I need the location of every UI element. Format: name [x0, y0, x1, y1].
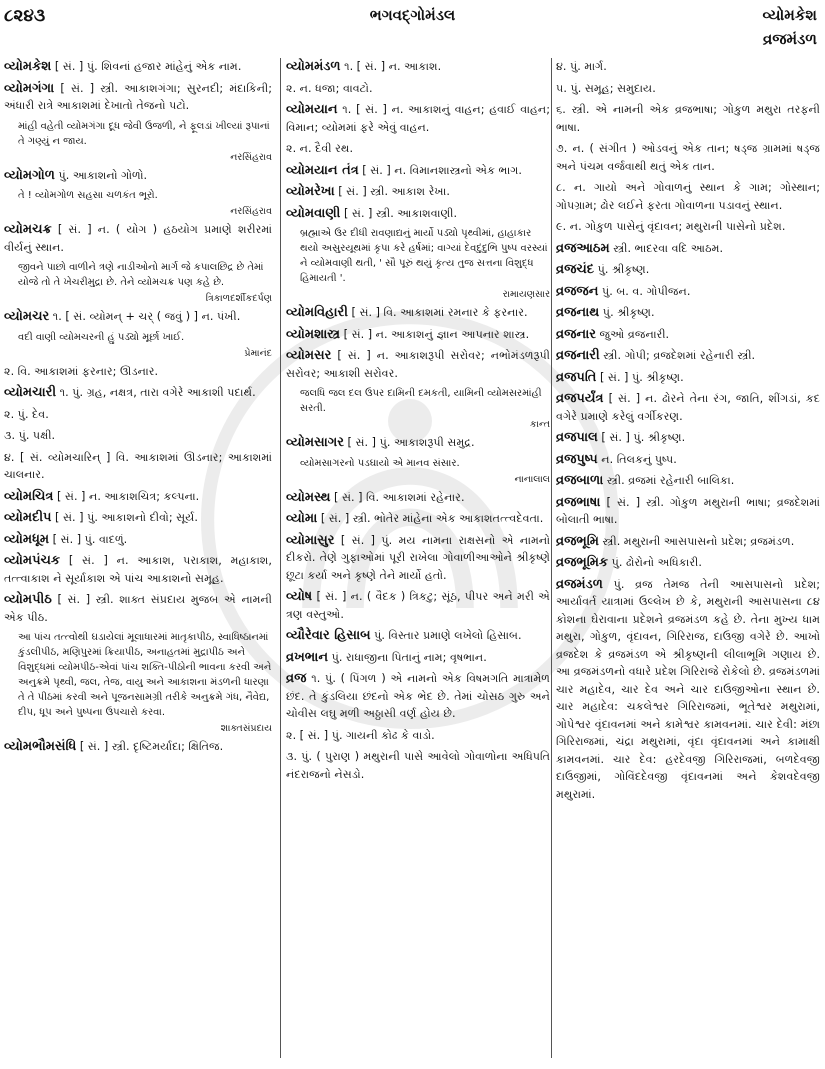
quote-source: રામાયણસાર [502, 289, 550, 300]
quote-source: નરસિંહરાવ [230, 206, 272, 217]
dictionary-entry [556, 240, 820, 258]
definition: [ સં. ] વિ. આકાશમાં રમનાર કે ફરનાર. [347, 306, 528, 319]
dictionary-entry [556, 554, 820, 572]
definition: ૨. પું. દેવ. [4, 407, 49, 421]
headword: વ્યોમરેખા [286, 184, 335, 199]
column-right [556, 58, 820, 1058]
definition: [ સં. ] ન. ( યોગ ) હઠયોગ પ્રમાણે શરીરમાં વીર્યનું સ્થાન. [4, 223, 272, 254]
dictionary-entry [556, 369, 820, 387]
example-quote: વદી વાણી વ્યોમચરની હું પડ્યો મૂર્છા ખાઈ. [18, 331, 185, 343]
definition: [ સં. ] વિ. આકાશમાં રહેનાર. [330, 490, 465, 504]
definition: ૬. સ્ત્રી. એ નામની એક વ્રજભાષા; ગોકુળ મથુરા તરફની ભાષા. [556, 103, 820, 134]
column-divider [280, 58, 281, 1058]
quote-source: પ્રેમાનંદ [244, 347, 272, 359]
dictionary-entry [286, 58, 550, 76]
dictionary-entry [556, 390, 820, 425]
definition: [ સં. ] સ્ત્રી. શાક્ત સંપ્રદાય મુજબ એ નામની એક પીઠ. [4, 593, 272, 624]
dictionary-entry [4, 80, 272, 115]
dictionary-entry [556, 347, 820, 365]
headword: વ્યૌરેવાર હિસાબ [286, 628, 371, 643]
dictionary-entry [556, 218, 820, 236]
dictionary-entry [286, 670, 550, 723]
example-quote: જીવને પાછો વાળીને ત્રણે નાડીઓનો માર્ગ જે કપાલછિદ્ર છે તેમાં યોજે તો તે ખેચરીમુદ્રા છે. તેને વ્યોમચક્ર પણ કહે છે. [18, 262, 264, 288]
dictionary-entry [286, 627, 550, 645]
example-quote: જલધિ જલ દલ ઉપર દામિની દમકતી, યામિની વ્યોમસરમાંહી સરતી. [300, 388, 542, 414]
dictionary-entry [4, 738, 272, 756]
headword: વ્રજનારી [556, 348, 600, 363]
definition: [ સં. ] ન. આકાશરૂપી સરોવર; નભોમંડળરૂપી સરોવર; આકાશી સરોવર. [286, 349, 550, 380]
definition: સ્ત્રી. વ્રજમાં રહેનારી બાલિકા. [603, 474, 735, 487]
guide-word-last: વ્રજમંડળ [762, 30, 817, 48]
headword: વ્યોમશાસ્ત્ર [286, 326, 341, 342]
definition: [ સં. ] ન. આકાશ, પરાકાશ, મહાકાશ, તત્ત્વાકાશ ને સૂર્યાકાશ એ પાંચ આકાશનો સમૂહ. [4, 554, 272, 585]
dictionary-entry [556, 140, 820, 175]
headword: વ્યોમપંચક [4, 553, 61, 568]
dictionary-entry [286, 304, 550, 322]
dictionary-entry [4, 449, 272, 484]
definition: સ્ત્રી. ભાદરવા વદિ આઠમ. [609, 241, 724, 255]
definition: પું. રાધાજીના પિતાનું નામ; વૃષભાન. [328, 650, 487, 664]
dictionary-entry [4, 167, 272, 185]
definition: સ્ત્રી. ગોપી; વ્રજદેશમાં રહેનારી સ્ત્રી. [599, 349, 756, 362]
dictionary-entry [286, 347, 550, 382]
example-quote: તે ! વ્યોમગોળ સહસા ચળકંત ભૂરો. [18, 190, 158, 201]
definition: [ સં. ] સ્ત્રી. ગોકુળ મથુરાની ભાષા; વ્રજદેશમાં બોલાતી ભાષા. [556, 495, 820, 526]
definition: [ સં. ] પું. શિવનાં હજાર માંહેનું એક નામ. [51, 60, 242, 73]
definition: ન. તિલકનું પુષ્પ. [597, 452, 677, 466]
headword: વ્રજમંડળ [556, 576, 603, 592]
headword: વ્રજપુષ્પ [556, 451, 598, 467]
definition: પું. ઢોરોનો અધિકારી. [608, 556, 702, 569]
running-title: ભગવદ્ગોમંડલ [369, 6, 456, 24]
definition: ૨. [ સં. ] પું. ગાયની કોઢ કે વાડો. [286, 728, 435, 742]
definition: [ સં. ] પું. આકાશનો દીવો; સૂર્ય. [51, 511, 198, 524]
column-divider [551, 58, 552, 1058]
dictionary-entry [556, 326, 820, 344]
definition: ૯. ન. ગોકુળ પાસેનું વૃંદાવન; મથુરાની પાસેનો પ્રદેશ. [556, 220, 786, 233]
headword: વ્રજઆઠમ [556, 240, 610, 256]
dictionary-entry [556, 179, 820, 214]
definition: ૧. [ સં. વ્યોમન્ + ચર્ ( જવું ) ] ન. પંખી. [49, 310, 241, 323]
headword: વ્યોમસાગર [286, 435, 344, 450]
dictionary-entry [556, 80, 820, 98]
headword: વ્યોમયાન [286, 102, 338, 117]
dictionary-entry [4, 531, 272, 549]
headword: વ્રજનાથ [556, 305, 600, 320]
headword: વ્યોમસ્થ [286, 489, 331, 505]
headword: વ્યોમચર [4, 309, 50, 324]
dictionary-entry [4, 406, 272, 424]
definition: ૨. વિ. આકાશમાં ફરનાર; ઊડનાર. [4, 364, 159, 378]
headword: વ્યોમદીપ [4, 510, 52, 525]
definition: પું. વિસ્તાર પ્રમાણે લખેલો હિસાબ. [370, 629, 522, 642]
headword: વ્યોમાસુર [286, 532, 335, 548]
headword: વ્યોમધૂમ [4, 531, 50, 547]
definition: જુઓ વ્રજનારી. [596, 327, 670, 341]
dictionary-entry [286, 140, 550, 158]
column-middle [286, 58, 550, 1058]
headword: વ્યોમસર [286, 348, 332, 363]
definition: પું. બ. વ. ગોપીજન. [598, 284, 691, 298]
headword: વ્રજજન [556, 283, 599, 299]
guide-word-first: વ્યોમકેશ [762, 6, 817, 24]
definition: ૨. ન. ધજા; વાવટો. [286, 81, 373, 95]
column-left [4, 58, 272, 1058]
dictionary-entry [286, 532, 550, 585]
definition: ૧. [ સં. ] ન. આકાશનું વાહન; હવાઈ વાહન; વિમાન; વ્યોમમાં ફરે એવું વાહન. [286, 103, 550, 134]
quote-source: શાક્તસંપ્રદાય [220, 723, 272, 734]
headword: વ્યોમચક્ર [4, 222, 52, 237]
quote-source: કાન્ત [529, 419, 550, 430]
definition: ૨. ન. દૈવી રથ. [286, 142, 354, 155]
definition: [ સં. ] ન. ઢોરને તેના રંગ, જાતિ, શીંગડાં, કદ વગેરે પ્રમાણે કરેલું વર્ગીકરણ. [556, 392, 820, 423]
headword: વ્રજભૂમિક [556, 555, 609, 570]
definition: ૧. [ સં. ] ન. આકાશ. [340, 60, 442, 73]
headword: વ્રજપતિ [556, 369, 597, 385]
definition: ૪. [ સં. વ્યોમચારિન્ ] વિ. આકાશમાં ઊડનાર; આકાશમાં ચાલનાર. [4, 450, 272, 481]
headword: વ્યોમચારી [4, 385, 57, 400]
dictionary-entry [4, 591, 272, 626]
headword: વ્યોષ [286, 589, 313, 604]
definition: પું. શ્રીકૃષ્ણ. [599, 306, 655, 319]
headword: વ્રજભાષા [556, 494, 601, 510]
dictionary-entry [556, 451, 820, 469]
dictionary-entry [4, 308, 272, 326]
headword: વ્યોમભૌમસંધિ [4, 739, 77, 754]
definition: [ સં. ] સ્ત્રી. આકાશવાણી. [340, 206, 458, 220]
dictionary-entry [286, 727, 550, 745]
definition: [ સં. ] ન. આકાશનું જ્ઞાન આપનાર શાસ્ત્ર. [340, 327, 530, 341]
definition: [ સં. ] સ્ત્રી. દૃષ્ટિમર્યાદા; ક્ષિતિજ. [76, 740, 224, 753]
definition: ૫. પું. સમૂહ; સમુદાય. [556, 81, 656, 95]
dictionary-entry [556, 494, 820, 529]
headword: વ્યોમમંડળ [286, 59, 341, 74]
dictionary-entry [556, 261, 820, 279]
example-quote: આ પાંચ તત્ત્વોથી ઘડાયેલાં મૂલાધારમાં માતૃકાપીઠ, સ્વાધિષ્ઠાનમાં કુંડલીપીઠ, મણિપુરમાં ક્રિયાપીઠ, અનાહતમાં મુદ્રાપીઠ અને વિશુદ્ધમાં વ્યોમપીઠ-એવાં પાંચ શક્તિ-પીઠોની ભાવના કરવી અને અનુક્રમે પૃથ્વી, જલ, તેજ, વાયુ અને આકાશના મંડળની ધારણા તે તે પીઠમાં કરવી અને પૂજનસામગ્રી તરીકે અનુક્રમે ગંધ, નૈવેદ્ય, દીપ, ધૂપ અને પુષ્પના ઉપચારો કરવા. [18, 632, 272, 718]
definition: [ સં. ] ન. વિમાનશાસ્ત્રનો એક ભાગ. [358, 163, 522, 177]
definition: પું. શ્રીકૃષ્ણ. [594, 263, 650, 276]
dictionary-entry [286, 588, 550, 623]
headword: વ્રજબાળા [556, 473, 604, 488]
dictionary-entry [286, 183, 550, 201]
definition: ૭. ન. ( સંગીત ) ઓડવનું એક તાન; ષડ્જ ગ્રામમાં ષડ્જ અને પંચમ વર્જવાથી થતું એક તાન. [556, 142, 820, 173]
dictionary-entry [286, 326, 550, 344]
headword: વ્યોમવિહારી [286, 305, 348, 320]
definition: [ સં. ] ન. આકાશચિત્ર; કલ્પના. [53, 489, 200, 503]
definition: પું. વ્રજ તેમજ તેની આસપાસનો પ્રદેશ; આર્યાવર્ત યાત્રામાં ઉલ્લેખ છે કે, મથુરાની આસપાસના ૮૪ કોશના ઘેરાવાના પ્રદેશને વ્રજમંડળ કહે છે. તેના મુખ્ય ધામ મથુરા, ગોકુળ, વૃંદાવન, ગિરિરાજ, દાઉજી વગેરે છે. આખો વ્રજદેશ કે વ્રજમંડળ એ શ્રીકૃષ્ણની લીલાભૂમિ ગણાય છે. આ વ્રજમંડળનો વધારે પ્રદેશ ગિરિરાજે રોકેલો છે. વ્રજમંડળમાં ચાર મહાદેવ, ચાર દેવ અને ચાર દાઉજીઓના સ્થાન છે. ચાર મહાદેવ: ચકલેશ્વર ગિરિરાજમાં, ભૂતેશ્વર મથુરામાં, ગોપેશ્વર વૃંદાવનમાં અને કામેશ્વર કામવનમાં. ચાર દેવી: મંછા ગિરિરાજમાં, ચંદ્રા મથુરામાં, વૃંદા વૃંદાવનમાં અને કામાક્ષી કામવનમાં. ચાર દેવ: હરદેવજી ગિરિરાજમાં, બળદેવજી દાઉજીમાં, ગોવિંદદેવજી વૃંદાવનમાં અને કેશવદેવજી મથુરામાં. [556, 577, 820, 801]
dictionary-entry [556, 429, 820, 447]
dictionary-entry [556, 304, 820, 322]
dictionary-entry [286, 748, 550, 783]
dictionary-entry [286, 80, 550, 98]
headword: વ્રજ [286, 671, 307, 686]
definition: [ સં. ] પું. શ્રીકૃષ્ણ. [596, 370, 684, 384]
headword: વ્યોમવાણી [286, 205, 341, 221]
definition: [ સં. ] સ્ત્રી. આકાશગંગા; સુરનદી; મંદાકિની; અંધારી રાત્રે આકાશમાં દેખાતો તેજનો પટો. [4, 81, 272, 112]
example-quote: બ્રહ્માએ ઉર દીધી રાવણાદ્યનું માર્યો પડ્યો પૃથ્વીમાં, હાહાકાર થયો અસુરયૂથમાં કૃપા કરે હર્ષમાં; વાગ્યાં દેવદુંદુભિ પુષ્પ વરસ્યાં ને વ્યોમવાણી થતી, ' સૌ પૂરું થયું કૃત્ય તુજ સત્તના વિશુદ્ધ હિમાયતી '. [300, 228, 548, 284]
definition: [ સં. ] પું. મય નામના રાક્ષસનો એ નામનો દીકરો. તેણે ગુફાઓમાં પૂરી રાખેલા ગોવાળીઆઓને શ્રીકૃષ્ણે છૂટા કર્યા અને કૃષ્ણે તેને માર્યો હતો. [286, 533, 550, 582]
headword: વ્યોમગંગા [4, 80, 55, 96]
definition: સ્ત્રી. મથુરાની આસપાસનો પ્રદેશ; વ્રજમંડળ. [598, 534, 795, 548]
definition: [ સં. ] પું. આકાશરૂપી સમુદ્ર. [344, 436, 475, 449]
headword: વ્યોમગોળ [4, 167, 55, 183]
dictionary-entry [556, 576, 820, 804]
definition: [ સં. ] સ્ત્રી. ભોતેર માંહેના એક આકાશતત્ત્વદેવતા. [317, 512, 544, 525]
dictionary-entry [286, 162, 550, 180]
dictionary-entry [556, 283, 820, 301]
page-number: ૮૨૪૩ [4, 6, 46, 26]
dictionary-entry [286, 101, 550, 136]
definition: [ સં. ] સ્ત્રી. આકાશ રેખા. [334, 185, 450, 198]
dictionary-entry [286, 434, 550, 452]
dictionary-entry [556, 472, 820, 490]
example-quote: વ્યોમસાગરનો પડઘાયો એ માનવ સંસાર. [300, 457, 460, 469]
dictionary-entry [556, 101, 820, 136]
headword: વ્રજપર્યંત્ર [556, 391, 604, 406]
definition: ૪. પું. માર્ગ. [556, 60, 607, 73]
definition: પું. આકાશનો ગોળો. [54, 168, 148, 182]
headword: વ્રજભૂમિ [556, 533, 599, 549]
dictionary-entry [4, 363, 272, 381]
headword: વ્રજચંદ [556, 262, 595, 277]
definition: [ સં. ] પું. વાદળું. [49, 532, 128, 546]
headword: વ્યોમકેશ [4, 59, 52, 74]
quote-source: નરસિંહરાવ [230, 151, 272, 163]
dictionary-entry [556, 58, 820, 76]
dictionary-entry [4, 427, 272, 445]
definition: [ સં. ] પું. શ્રીકૃષ્ણ. [597, 431, 686, 444]
dictionary-entry [4, 221, 272, 256]
page-header [0, 0, 825, 58]
dictionary-entry [286, 649, 550, 667]
dictionary-entry [4, 509, 272, 527]
dictionary-entry [4, 58, 272, 76]
headword: વ્રખભાન [286, 649, 329, 665]
definition: ૮. ન. ગાયો અને ગોવાળનું સ્થાન કે ગામ; ગોસ્થાન; ગોપગ્રામ; ઢોર લઈને ફરતા ગોવાળના પડાવનું સ્થાન. [556, 181, 820, 212]
headword: વ્યોમપીઠ [4, 592, 52, 607]
headword: વ્યોમચિત્ર [4, 488, 54, 504]
headword: વ્રજનાર [556, 326, 596, 342]
definition: [ સં. ] ન. ( વૈદક ) ત્રિકટુ; સૂંઠ, પીપર અને મરી એ ત્રણ વસ્તુઓ. [286, 590, 550, 621]
definition: ૩. પું. પક્ષી. [4, 429, 56, 442]
quote-source: ત્રિકાળદર્શીકદર્પણ [205, 293, 272, 304]
headword: વ્યોમયાન તંત્ર [286, 162, 359, 178]
headword: વ્યોમા [286, 511, 318, 526]
dictionary-entry [556, 533, 820, 551]
quote-source: નાનાલાલ [514, 473, 550, 485]
dictionary-entry [4, 384, 272, 402]
definition: ૩. પું. ( પુરાણ ) મથુરાની પાસે આવેલો ગોવાળોના અધિપતિ નંદરાજનો નેસડો. [286, 750, 550, 781]
example-quote: માંહી વહેતી વ્યોમગંગા દૂધ જેવી ઉજળી, ને ફૂલડાં ખીલ્યાં રૂપાનાં તે ગણ્યું ન જાય. [18, 120, 270, 147]
dictionary-entry [4, 552, 272, 587]
headword: વ્રજપાલ [556, 430, 598, 445]
definition: ૧. પું. ગ્રહ, નક્ષત્ર, તારા વગેરે આકાશી પદાર્થ. [56, 386, 256, 399]
dictionary-entry [286, 205, 550, 223]
dictionary-entry [4, 488, 272, 506]
dictionary-entry [286, 489, 550, 507]
definition: ૧. પું. ( પિંગળ ) એ નામનો એક વિષમગતિ માત્રામેળ છંદ. તે કુંડલિયા છંદનો એક ભેદ છે. તેમાં ચોસઠ ગુરુ અને ચોવીસ લઘુ મળી અઠ્ઠાસી વર્ણ હોય છે. [286, 672, 550, 720]
dictionary-entry [286, 510, 550, 528]
